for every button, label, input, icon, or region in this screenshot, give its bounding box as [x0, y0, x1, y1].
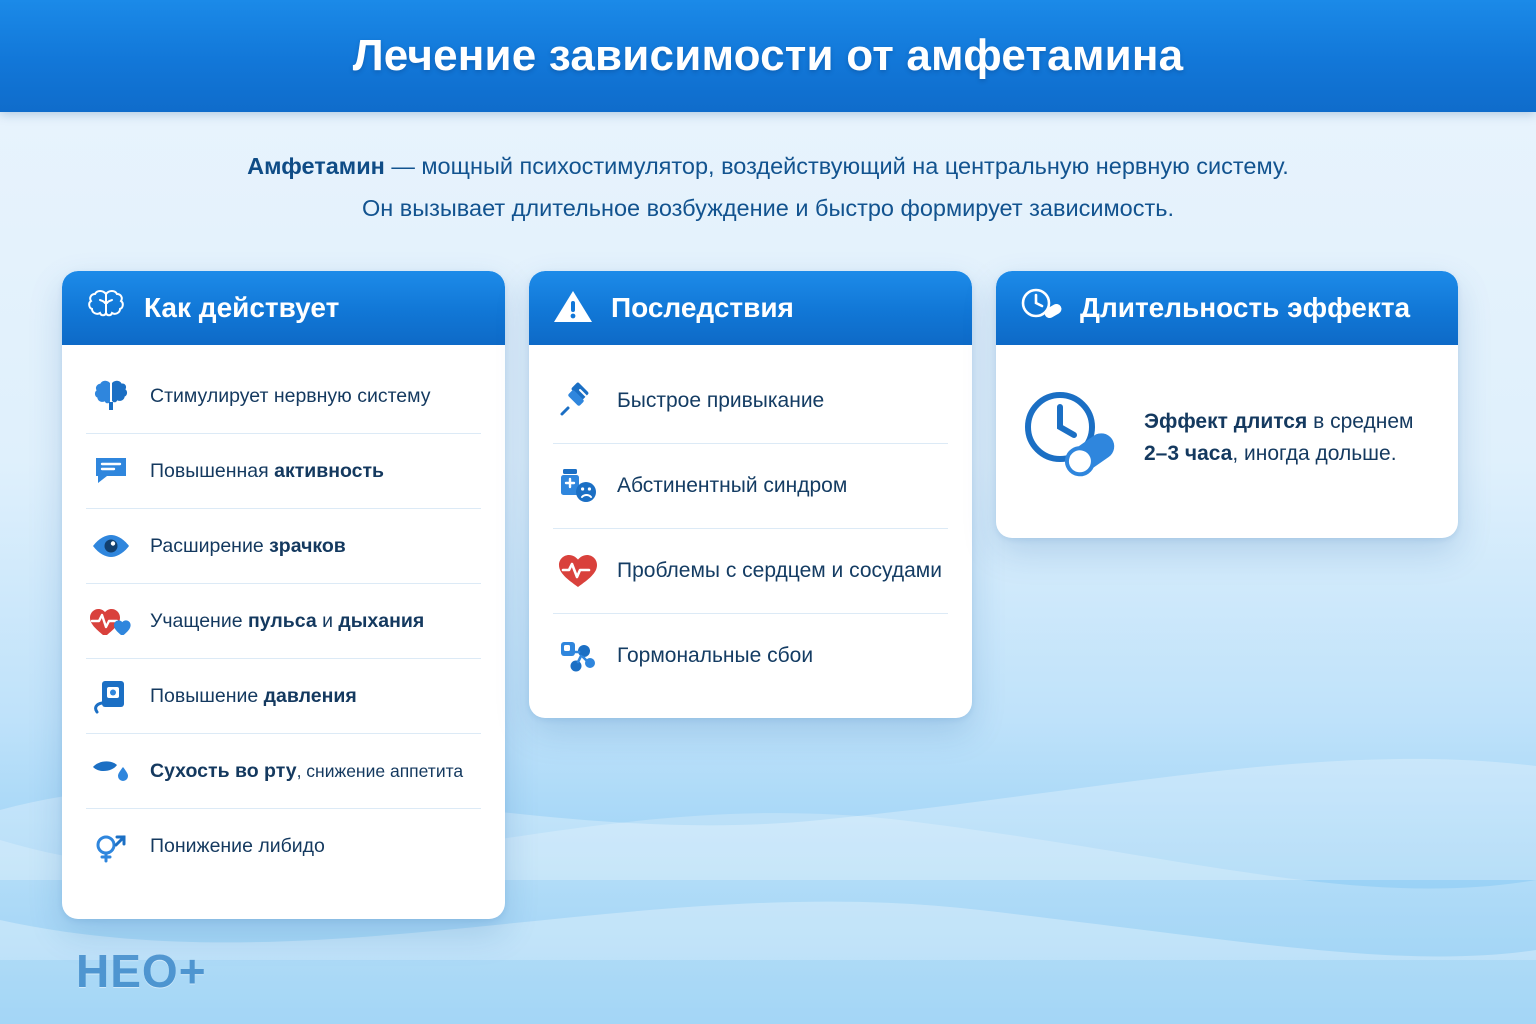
clock-pill-icon [1018, 387, 1122, 488]
card-effect-duration-title: Длительность эффекта [1080, 292, 1411, 323]
list-item [86, 809, 481, 883]
page-title: Лечение зависимости от амфетамина [352, 31, 1184, 80]
cards-row [62, 271, 1474, 919]
duration-text [1144, 406, 1413, 470]
list-item [553, 359, 948, 444]
list-item [86, 509, 481, 584]
card-how-it-works [62, 271, 505, 919]
card-consequences [529, 271, 972, 718]
intro-line-2: Он вызывает длительное возбуждение и быстро формирует зависимость. [361, 195, 1174, 221]
dry-mouth-icon [88, 750, 134, 792]
clock-pill-icon [1018, 286, 1064, 331]
heart-pulse-icon [555, 550, 601, 592]
warning-triangle-icon [551, 286, 595, 331]
list-item-label: Понижение либидо [150, 835, 325, 857]
intro-line-1 [0, 145, 1536, 187]
list-item-label: Сухость во рту, снижение аппетита [150, 760, 464, 782]
card-consequences-header [529, 271, 972, 345]
speech-bubble-icon [88, 450, 134, 492]
duration-part-2: в среднем [1307, 409, 1414, 433]
intro-text [0, 145, 1536, 229]
heart-pulse-icon [88, 600, 134, 642]
blood-pressure-monitor-icon [88, 675, 134, 717]
card-consequences-body [529, 345, 972, 718]
card-consequences-title: Последствия [611, 292, 794, 323]
card-effect-duration-body [996, 345, 1458, 538]
list-item [553, 614, 948, 698]
duration-value: 2–3 часа [1144, 441, 1233, 465]
brand-logo [76, 944, 207, 998]
list-item [86, 434, 481, 509]
list-item-label: Гормональные сбои [617, 644, 814, 667]
list-item-label: Проблемы с сердцем и сосудами [617, 559, 942, 582]
card-how-it-works-body [62, 345, 505, 919]
brand-logo-text: HEO [76, 945, 179, 997]
pill-bottle-sad-icon [555, 465, 601, 507]
gender-symbols-icon [88, 825, 134, 867]
brain-icon [84, 287, 128, 330]
list-item [86, 659, 481, 734]
page-header [0, 0, 1536, 112]
list-item [86, 359, 481, 434]
list-item [86, 734, 481, 809]
intro-lead-term: Амфетамин [247, 153, 385, 179]
card-effect-duration [996, 271, 1458, 538]
list-item [553, 529, 948, 614]
list-item [86, 584, 481, 659]
eye-icon [88, 525, 134, 567]
card-how-it-works-header [62, 271, 505, 345]
hormone-molecule-icon [555, 635, 601, 677]
syringe-icon [555, 380, 601, 422]
brand-logo-plus: + [178, 945, 207, 997]
brain-icon [88, 375, 134, 417]
list-item-label: Повышение давления [150, 685, 357, 707]
card-how-it-works-title: Как действует [144, 292, 340, 323]
intro-line-1-rest: — мощный психостимулятор, воздействующий на центральную нервную систему. [384, 153, 1289, 179]
list-item-label: Повышенная активность [150, 460, 385, 482]
list-item-label: Учащение пульса и дыхания [150, 610, 425, 632]
list-item-label: Абстинентный синдром [617, 474, 848, 497]
list-item-label: Быстрое привыкание [617, 389, 825, 412]
card-effect-duration-header [996, 271, 1458, 345]
list-item [553, 444, 948, 529]
list-item-label: Стимулирует нервную систему [150, 385, 431, 407]
duration-part-1: Эффект длится [1144, 409, 1308, 433]
list-item-label: Расширение зрачков [150, 535, 346, 557]
duration-part-4: , иногда дольше. [1232, 441, 1397, 465]
